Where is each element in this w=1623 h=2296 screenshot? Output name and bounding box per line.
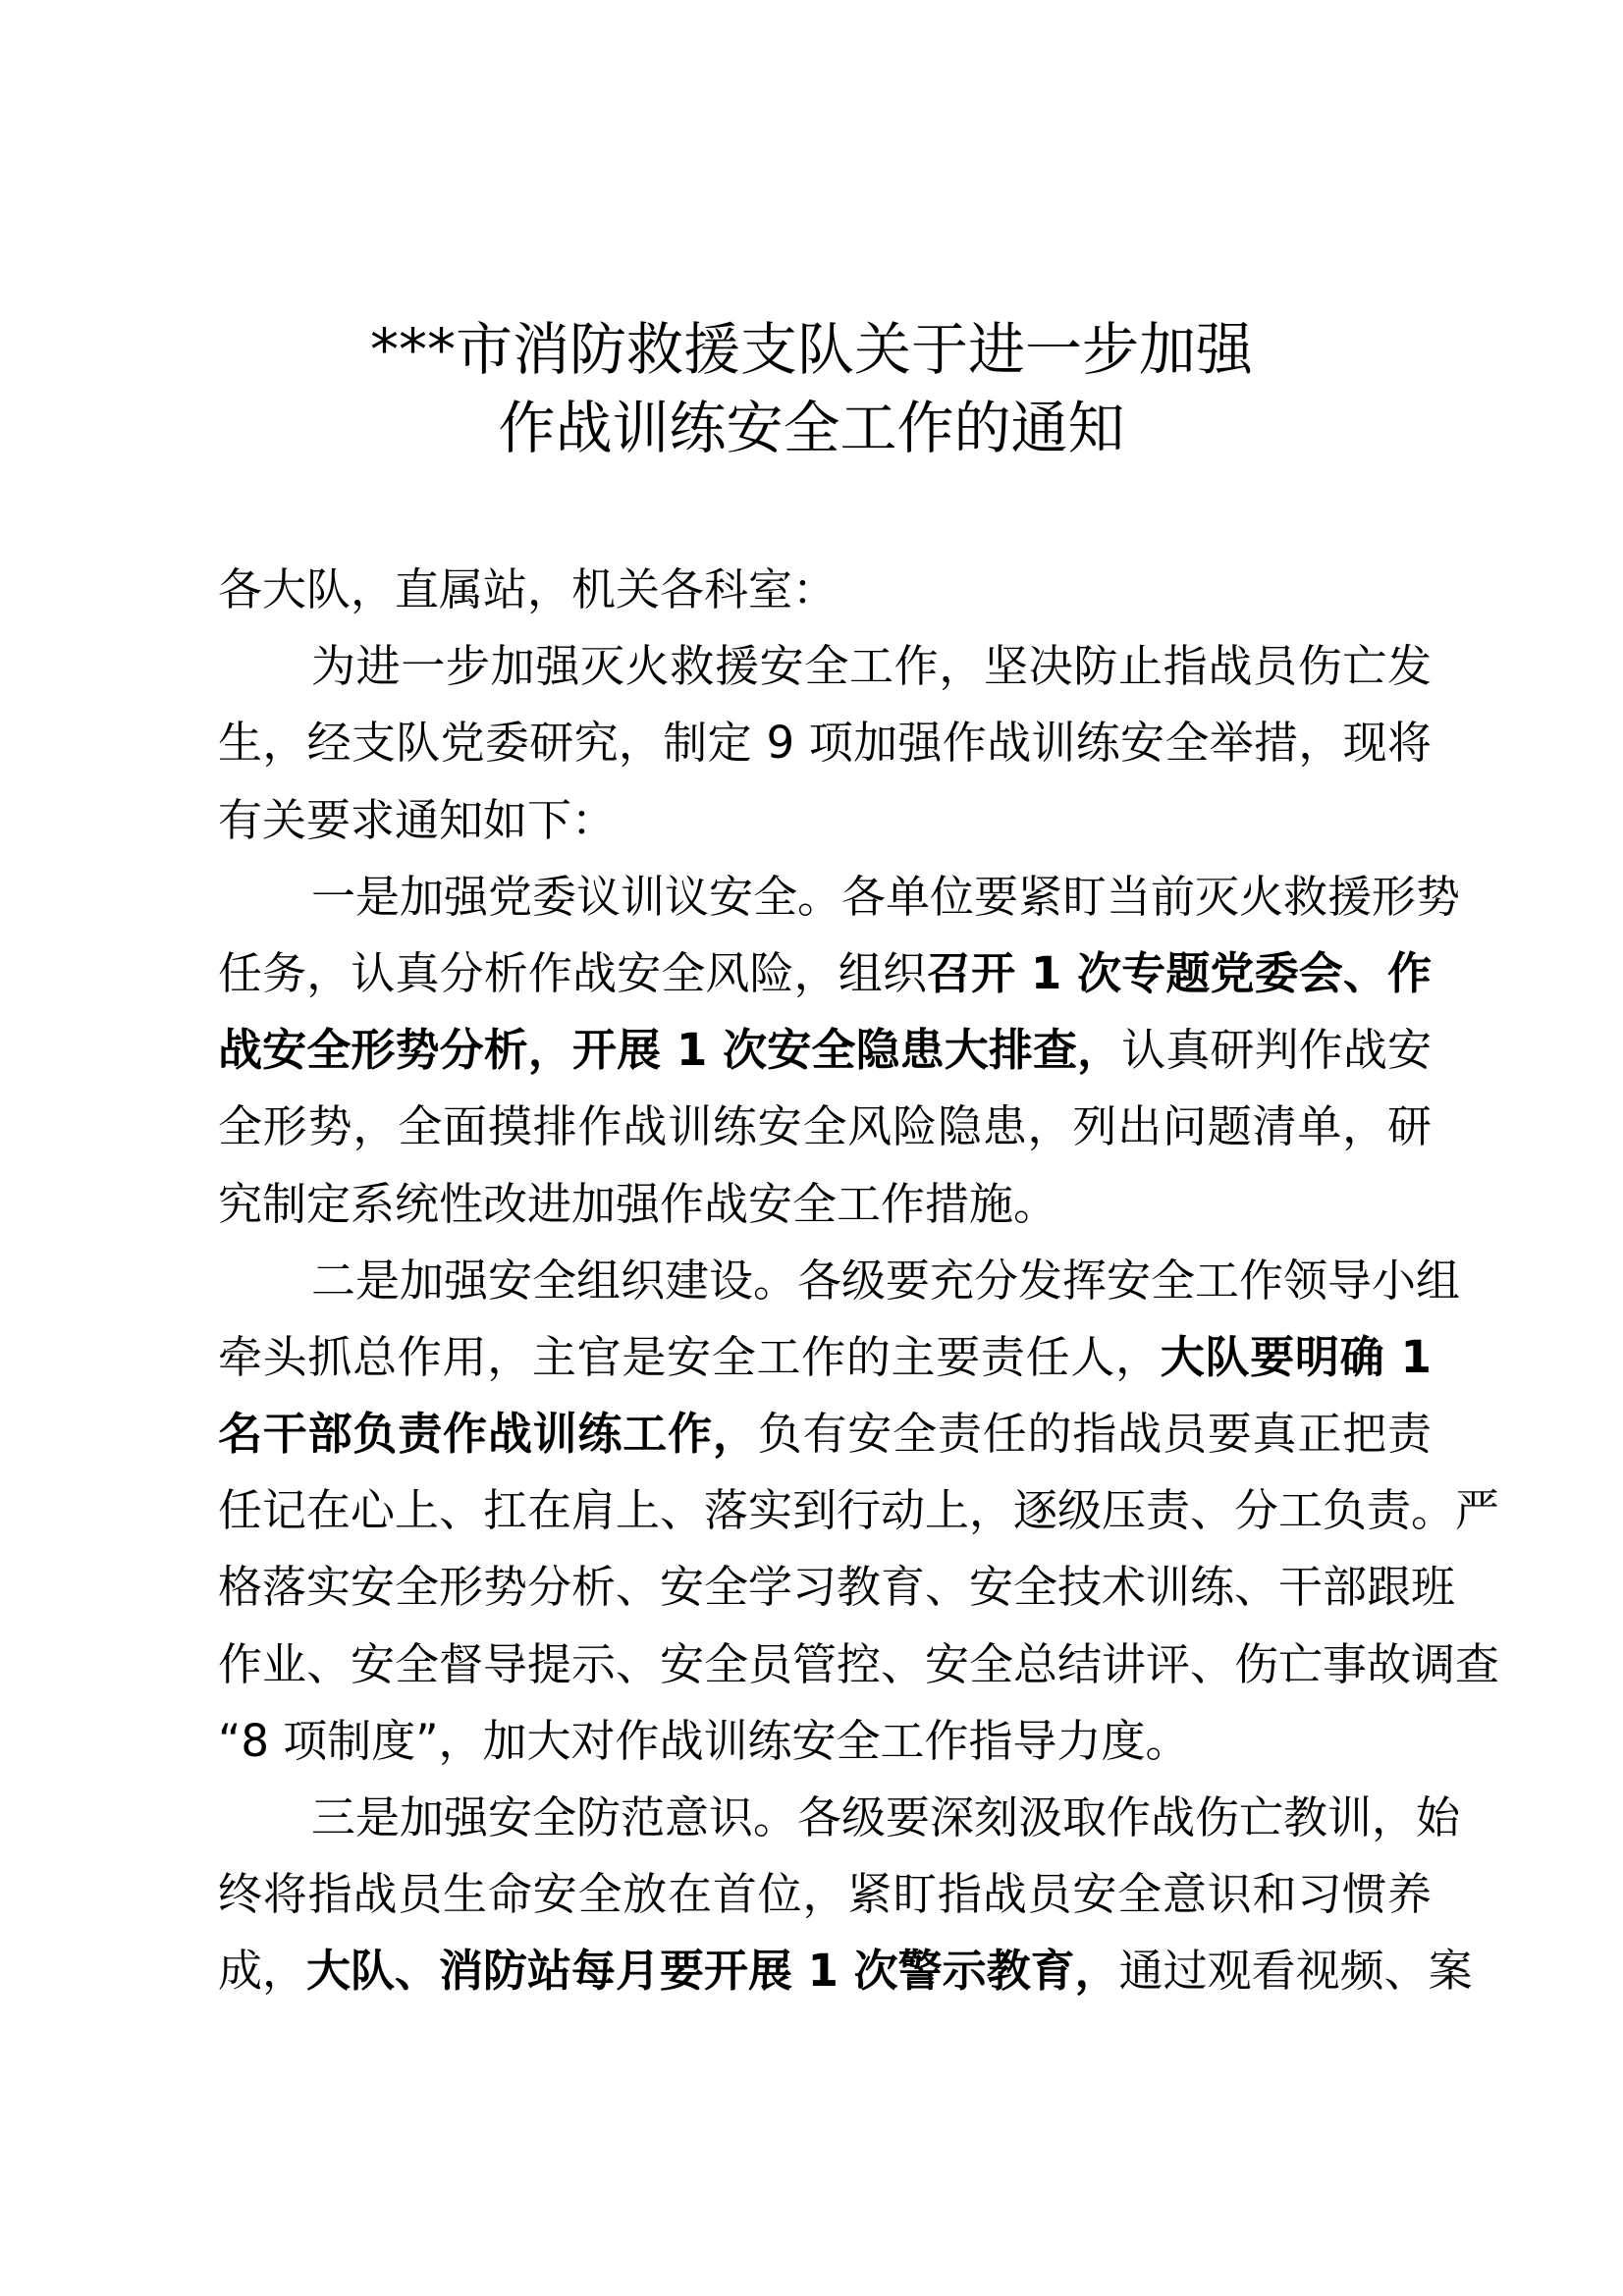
- text-segment: 三是加强安全防范意识。各级要深刻汲取作战伤亡教训，始: [311, 1791, 1461, 1843]
- text-line: [218, 705, 1432, 781]
- bold-text: 大队要明确 1: [1160, 1330, 1432, 1383]
- document-title-line-2: 作战训练安全工作的通知: [498, 395, 1125, 461]
- bold-text: 大队、消防站每月要开展 1 次警示教育，: [306, 1945, 1119, 1998]
- text-line: [218, 1396, 1432, 1472]
- text-segment: 生，经支队党委研究，制定 9 项加强作战训练安全举措，现将: [218, 717, 1432, 770]
- text-line: [218, 1549, 1456, 1626]
- text-line: [218, 1472, 1500, 1549]
- document-body: [218, 552, 1500, 2010]
- text-segment: 究制定系统性改进加强作战安全工作措施。: [218, 1177, 1058, 1230]
- text-segment: 格落实安全形势分析、安全学习教育、安全技术训练、干部跟班: [218, 1561, 1456, 1614]
- bold-text: 召开 1 次专题党委会、作: [926, 946, 1432, 999]
- text-line: [218, 1319, 1432, 1396]
- text-segment: 各大队，直属站，机关各科室：: [218, 563, 838, 615]
- text-segment: 认真研判作战安: [1121, 1024, 1432, 1077]
- text-segment: 任记在心上、扛在肩上、落实到行动上，逐级压责、分工负责。严: [218, 1484, 1500, 1537]
- text-line: [218, 935, 1432, 1012]
- text-segment: 全形势，全面摸排作战训练安全风险隐患，列出问题清单，研: [218, 1100, 1432, 1153]
- text-segment: 一是加强党委议训议安全。各单位要紧盯当前灭火救援形势: [311, 870, 1461, 923]
- text-line: [218, 1703, 1432, 1780]
- text-line: [218, 859, 1461, 935]
- text-segment: 成，: [218, 1945, 307, 1998]
- text-line: [218, 1780, 1461, 1856]
- text-line: [218, 782, 1432, 859]
- text-segment: 负有安全责任的指战员要真正把责: [757, 1408, 1432, 1461]
- text-segment: 为进一步加强灭火救援安全工作，坚决防止指战员伤亡发: [311, 640, 1432, 693]
- text-line: [218, 1166, 1432, 1243]
- text-segment: 作业、安全督导提示、安全员管控、安全总结讲评、伤亡事故调查: [218, 1637, 1500, 1690]
- document-title-line-1: ***市消防救援支队关于进一步加强: [369, 316, 1253, 383]
- bold-text: 战安全形势分析，开展 1 次安全隐患大排查，: [218, 1024, 1122, 1077]
- text-line: [218, 1933, 1473, 2009]
- text-line: [218, 628, 1432, 705]
- bold-text: 名干部负责作战训练工作，: [218, 1408, 758, 1461]
- text-line: [218, 1089, 1432, 1165]
- text-line: [218, 1012, 1432, 1089]
- text-segment: 二是加强安全组织建设。各级要充分发挥安全工作领导小组: [311, 1254, 1461, 1307]
- text-segment: “8 项制度”，加大对作战训练安全工作指导力度。: [218, 1714, 1190, 1767]
- text-line: [218, 552, 1432, 628]
- text-segment: 牵头抓总作用，主官是安全工作的主要责任人，: [218, 1330, 1161, 1383]
- text-line: [218, 1856, 1432, 1933]
- text-line: [218, 1627, 1500, 1703]
- text-segment: 通过观看视频、案: [1118, 1945, 1473, 1998]
- text-segment: 终将指战员生命安全放在首位，紧盯指战员安全意识和习惯养: [218, 1868, 1432, 1921]
- text-line: [218, 1243, 1461, 1319]
- text-segment: 有关要求通知如下：: [218, 793, 617, 846]
- text-segment: 任务，认真分析作战安全风险，组织: [218, 946, 927, 999]
